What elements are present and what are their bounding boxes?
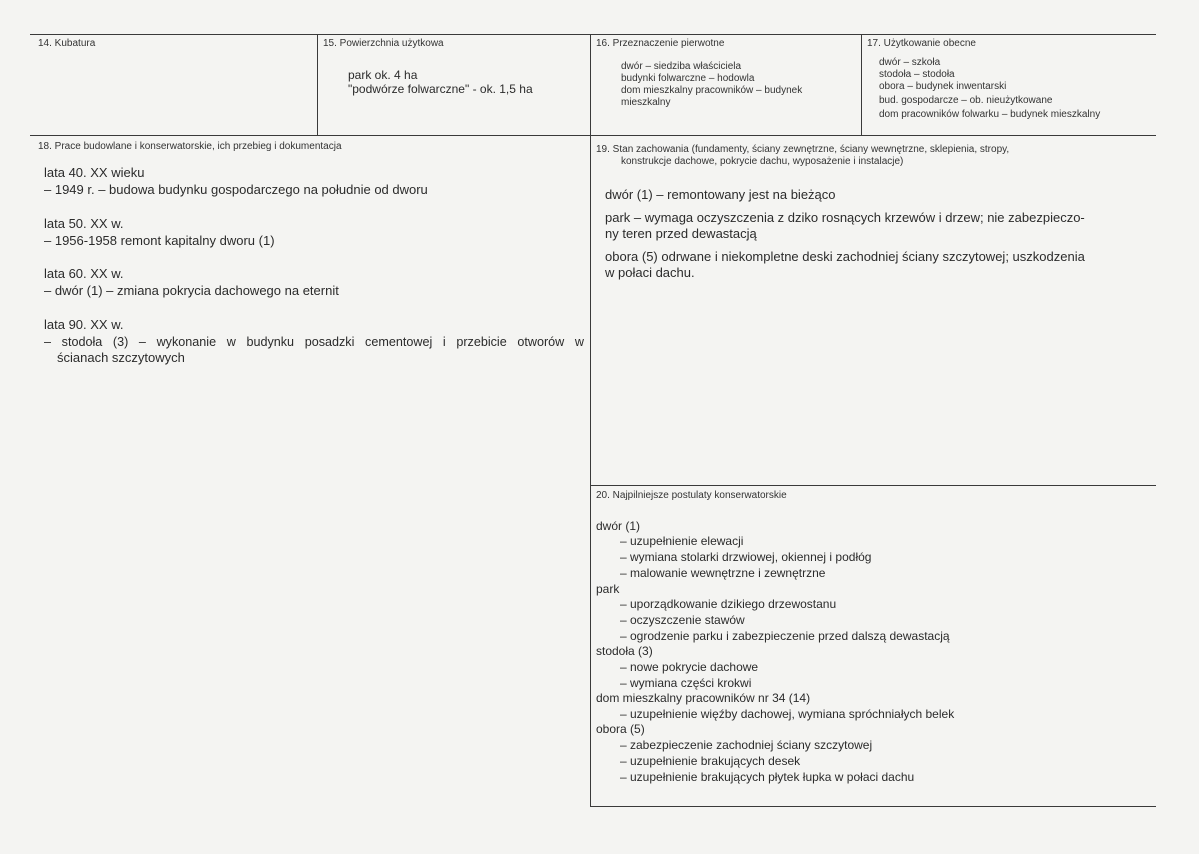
- field-19-label-cont: konstrukcje dachowe, pokrycie dachu, wyposażenie i instalacje): [621, 156, 904, 167]
- field-20-label: 20. Najpilniejsze postulaty konserwatorskie: [596, 490, 787, 501]
- field-16-line: dom mieszkalny pracowników – budynek: [621, 85, 803, 96]
- field-19-line: dwór (1) – remontowany jest na bieżąco: [605, 187, 836, 202]
- field-20-item: – uzupełnienie więźby dachowej, wymiana spróchniałych belek: [620, 707, 955, 721]
- field-16-line: mieszkalny: [621, 97, 671, 108]
- field-20-item: – zabezpieczenie zachodniej ściany szczytowej: [620, 738, 873, 752]
- field-20-item: – uporządkowanie dzikiego drzewostanu: [620, 597, 837, 611]
- field-20-item: – uzupełnienie elewacji: [620, 534, 744, 548]
- field-17-line: obora – budynek inwentarski: [879, 81, 1007, 92]
- field-20-item: – wymiana stolarki drzwiowej, okiennej i podłóg: [620, 550, 872, 564]
- field-19-line: ny teren przed dewastacją: [605, 226, 757, 241]
- field-15-label: 15. Powierzchnia użytkowa: [323, 38, 444, 49]
- field-20-item: – nowe pokrycie dachowe: [620, 660, 759, 674]
- row-divider: [30, 135, 1156, 136]
- field-18-line: ścianach szczytowych: [57, 350, 185, 365]
- field-18-line: lata 40. XX wieku: [44, 165, 145, 180]
- field-18-line: lata 90. XX w.: [44, 317, 124, 332]
- field-17-line: dwór – szkoła: [879, 57, 941, 68]
- field-15-line: "podwórze folwarczne" - ok. 1,5 ha: [348, 82, 533, 96]
- field-17-line: dom pracowników folwarku – budynek mieszkalny: [879, 109, 1101, 120]
- field-19-line: park – wymaga oczyszczenia z dziko rosnących krzewów i drzew; nie zabezpieczo-: [605, 210, 1085, 225]
- bottom-border: [590, 806, 1156, 807]
- field-20-item: – ogrodzenie parku i zabezpieczenie przed dalszą dewastacją: [620, 629, 950, 643]
- divider-14-15: [317, 34, 318, 135]
- field-16-label: 16. Przeznaczenie pierwotne: [596, 38, 725, 49]
- field-18-line: – dwór (1) – zmiana pokrycia dachowego na eternit: [44, 283, 339, 298]
- field-20-item: – uzupełnienie brakujących płytek łupka w połaci dachu: [620, 770, 915, 784]
- field-18-line: – 1949 r. – budowa budynku gospodarczego na południe od dworu: [44, 182, 428, 197]
- field-17-label: 17. Użytkowanie obecne: [867, 38, 976, 49]
- field-20-item: – malowanie wewnętrzne i zewnętrzne: [620, 566, 826, 580]
- top-border: [30, 34, 1156, 35]
- divider-15-16: [590, 34, 591, 807]
- field-18-line: – stodoła (3) – wykonanie w budynku posadzki cementowej i przebicie otworów w: [44, 335, 584, 349]
- field-15-line: park ok. 4 ha: [348, 68, 418, 82]
- field-20-item: – oczyszczenie stawów: [620, 613, 745, 627]
- field-20-item: – wymiana części krokwi: [620, 676, 752, 690]
- field-17-line: bud. gospodarcze – ob. nieużytkowane: [879, 95, 1053, 106]
- field-20-heading: obora (5): [596, 722, 645, 736]
- field-14-label: 14. Kubatura: [38, 38, 96, 49]
- field-19-line: obora (5) odrwane i niekompletne deski zachodniej ściany szczytowej; uszkodzenia: [605, 249, 1085, 264]
- field-20-heading: dom mieszkalny pracowników nr 34 (14): [596, 691, 811, 705]
- field-20-item: – uzupełnienie brakujących desek: [620, 754, 801, 768]
- field-18-label: 18. Prace budowlane i konserwatorskie, ich przebieg i dokumentacja: [38, 141, 342, 152]
- field-19-line: w połaci dachu.: [605, 265, 695, 280]
- section-19-20-divider: [590, 485, 1156, 486]
- field-16-line: budynki folwarczne – hodowla: [621, 73, 755, 84]
- field-16-line: dwór – siedziba właściciela: [621, 61, 742, 72]
- field-20-heading: park: [596, 582, 620, 596]
- field-18-line: – 1956-1958 remont kapitalny dworu (1): [44, 233, 275, 248]
- field-19-label: 19. Stan zachowania (fundamenty, ściany zewnętrzne, ściany wewnętrzne, sklepienia, stropy,: [596, 144, 1010, 155]
- divider-16-17: [861, 34, 862, 135]
- field-18-line: lata 60. XX w.: [44, 266, 124, 281]
- field-20-heading: stodoła (3): [596, 644, 653, 658]
- field-18-line: lata 50. XX w.: [44, 216, 124, 231]
- field-20-heading: dwór (1): [596, 519, 641, 533]
- field-17-line: stodoła – stodoła: [879, 69, 955, 80]
